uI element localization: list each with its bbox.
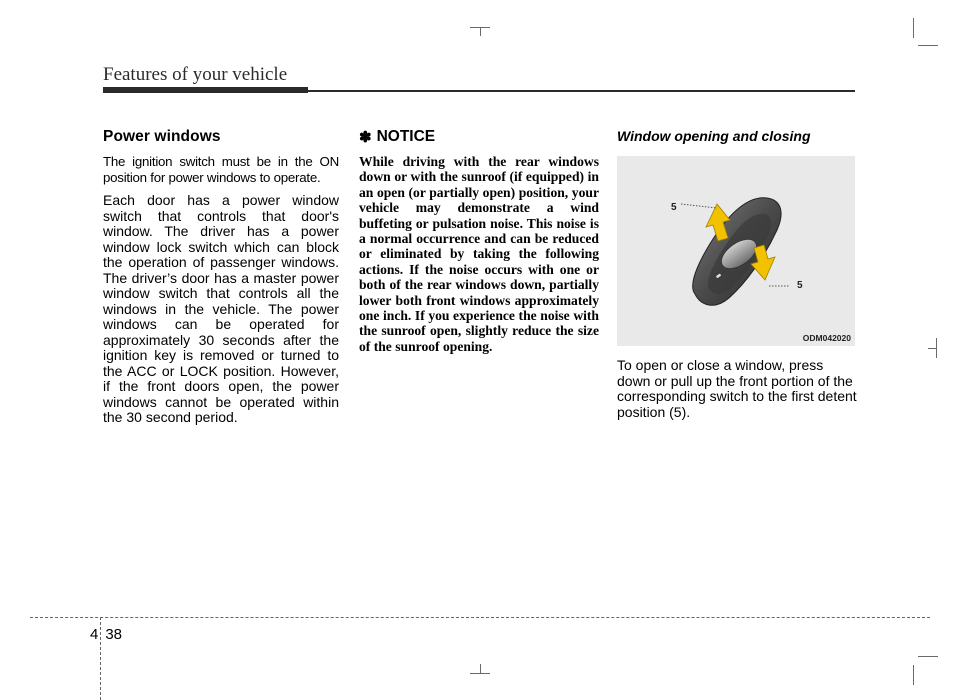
page-number	[90, 626, 122, 643]
footer-rule	[30, 617, 930, 618]
column-window-opening	[617, 128, 857, 428]
section-heading: Power windows	[103, 128, 221, 145]
page-header-title: Features of your vehicle	[103, 64, 288, 85]
chapter-number: 4	[90, 626, 99, 643]
crop-mark-top-center-v	[480, 27, 481, 36]
header-rule-accent	[103, 87, 308, 93]
figure-code: ODM042020	[802, 333, 851, 343]
window-switch-illustration	[617, 156, 855, 346]
crop-mark-right-middle-h	[928, 348, 937, 349]
window-switch-figure	[617, 156, 855, 346]
crop-mark-top-right-v	[913, 18, 914, 38]
crop-mark-bottom-right-v	[913, 665, 914, 685]
notice-asterisk-icon: ✽	[359, 129, 372, 146]
body-paragraph: Each door has a power window switch that controls that door's window. The driver has a power window lock switch which can block the operation of passenger windows. The driver’s door has a master power window switch that controls all the windows in the vehicle. The power windows can be operated for approximately 30 seconds after the ignition key is removed or turned to the ACC or LOCK position. However, if the front doors open, the power windows cannot be operated within the 30 second period.	[103, 192, 339, 425]
callout-leader-top	[681, 204, 717, 208]
notice-heading	[359, 128, 599, 146]
page-number-value: 38	[105, 626, 123, 643]
notice-body: While driving with the rear windows down or with the sunroof (if equipped) in an open (or partially open) position, your vehicle may demonstrate a wind buffeting or pulsation noise. This noise is a normal occurrence and can be reduced or eliminated by taking the following actions. If the noise occurs with one or both of the rear windows down, partially lower both front windows approximately one inch. If you experience the noise with the sunroof open, slightly reduce the size of the sunroof opening.	[359, 154, 599, 354]
notice-heading-label: NOTICE	[376, 128, 436, 145]
column-notice	[359, 128, 599, 354]
window-instructions: To open or close a window, press down or pull up the front portion of the corresponding switch to the first detent position (5).	[617, 357, 857, 420]
crop-mark-bottom-center-v	[480, 664, 481, 673]
switch-body-shape	[693, 198, 781, 305]
intro-paragraph: The ignition switch must be in the ON position for power windows to operate.	[103, 154, 339, 185]
crop-mark-bottom-center-h	[470, 673, 490, 674]
crop-mark-bottom-right-h	[918, 656, 938, 657]
callout-label-bottom: 5	[797, 280, 803, 291]
column-power-windows	[103, 128, 339, 434]
subsection-heading: Window opening and closing	[617, 128, 811, 144]
callout-label-top: 5	[671, 202, 677, 213]
crop-mark-top-right-h	[918, 45, 938, 46]
